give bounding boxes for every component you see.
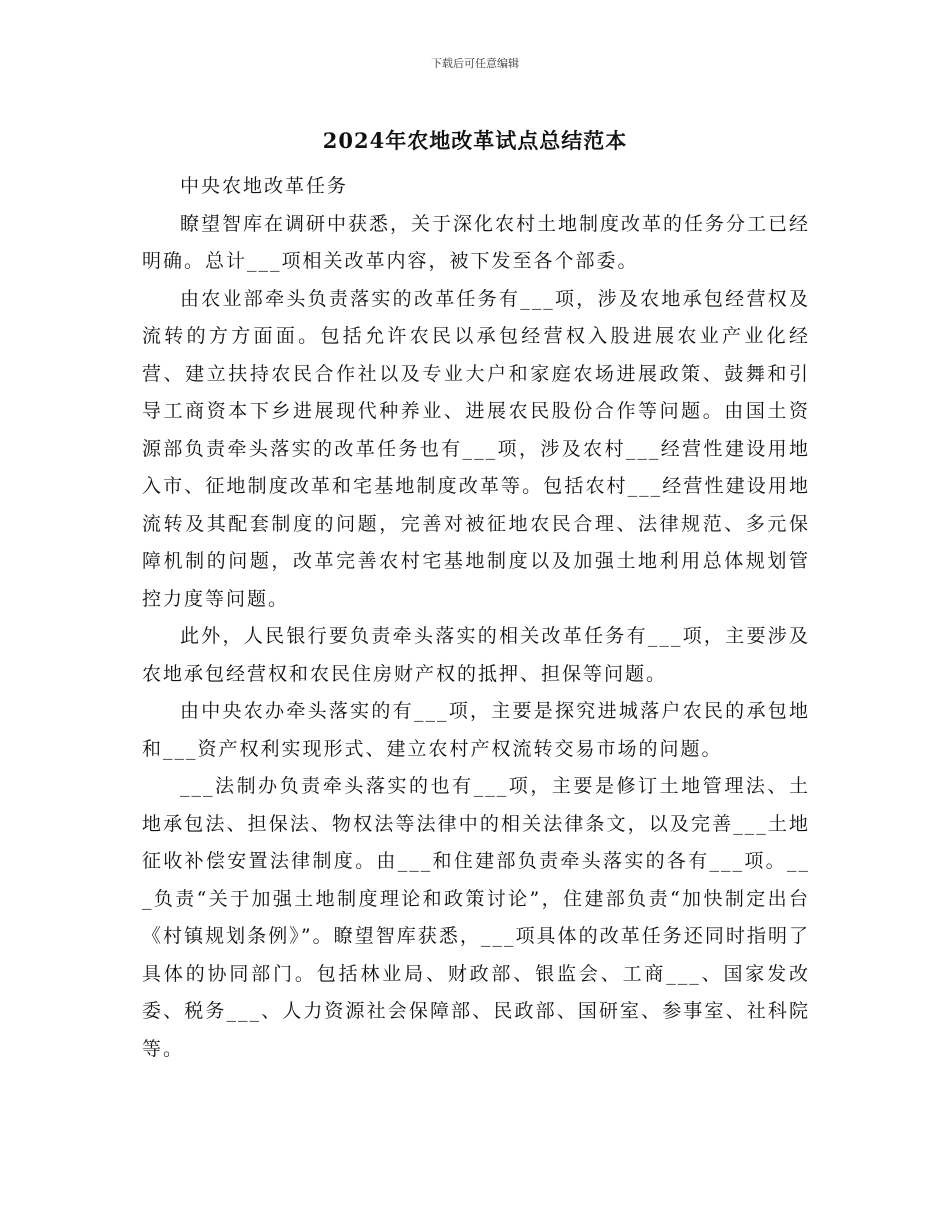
section-heading: 中央农地改革任务 [180, 175, 349, 197]
document-body [142, 168, 810, 1068]
paragraph: ___法制办负责牵头落实的也有___项，主要是修订土地管理法、土地承包法、担保法、物权法等法律中的相关法律条文，以及完善___土地征收补偿安置法律制度。由___和住建部负责牵头落实的各有___项。___负责“关于加强土地制度理论和政策讨论”，住建部负责“加快制定出台《村镇规划条例》”。瞭望智库获悉，___项具体的改革任务还同时指明了具体的协同部门。包括林业局、财政部、银监会、工商___、国家发改委、税务___、人力资源社会保障部、民政部、国研室、参事室、社科院等。 [142, 775, 810, 1060]
paragraph: 瞭望智库在调研中获悉，关于深化农村土地制度改革的任务分工已经明确。总计___项相关改革内容，被下发至各个部委。 [142, 212, 811, 272]
page-header-note: 下载后可任意编辑 [431, 57, 519, 70]
document-title: 2024年农地改革试点总结范本 [322, 128, 628, 153]
paragraph: 由中央农办牵头落实的有___项，主要是探究进城落户农民的承包地和___资产权利实现形式、建立农村产权流转交易市场的问题。 [142, 700, 810, 760]
paragraph: 由农业部牵头负责落实的改革任务有___项，涉及农地承包经营权及流转的方方面面。包括允许农民以承包经营权入股进展农业产业化经营、建立扶持农民合作社以及专业大户和家庭农场进展政策、鼓舞和引导工商资本下乡进展现代种养业、进展农民股份合作等问题。由国土资源部负责牵头落实的改革任务也有___项，涉及农村___经营性建设用地入市、征地制度改革和宅基地制度改革等。包括农村___经营性建设用地流转及其配套制度的问题，完善对被征地农民合理、法律规范、多元保障机制的问题，改革完善农村宅基地制度以及加强土地利用总体规划管控力度等问题。 [142, 287, 810, 610]
paragraph: 此外，人民银行要负责牵头落实的相关改革任务有___项，主要涉及农地承包经营权和农民住房财产权的抵押、担保等问题。 [142, 625, 810, 685]
